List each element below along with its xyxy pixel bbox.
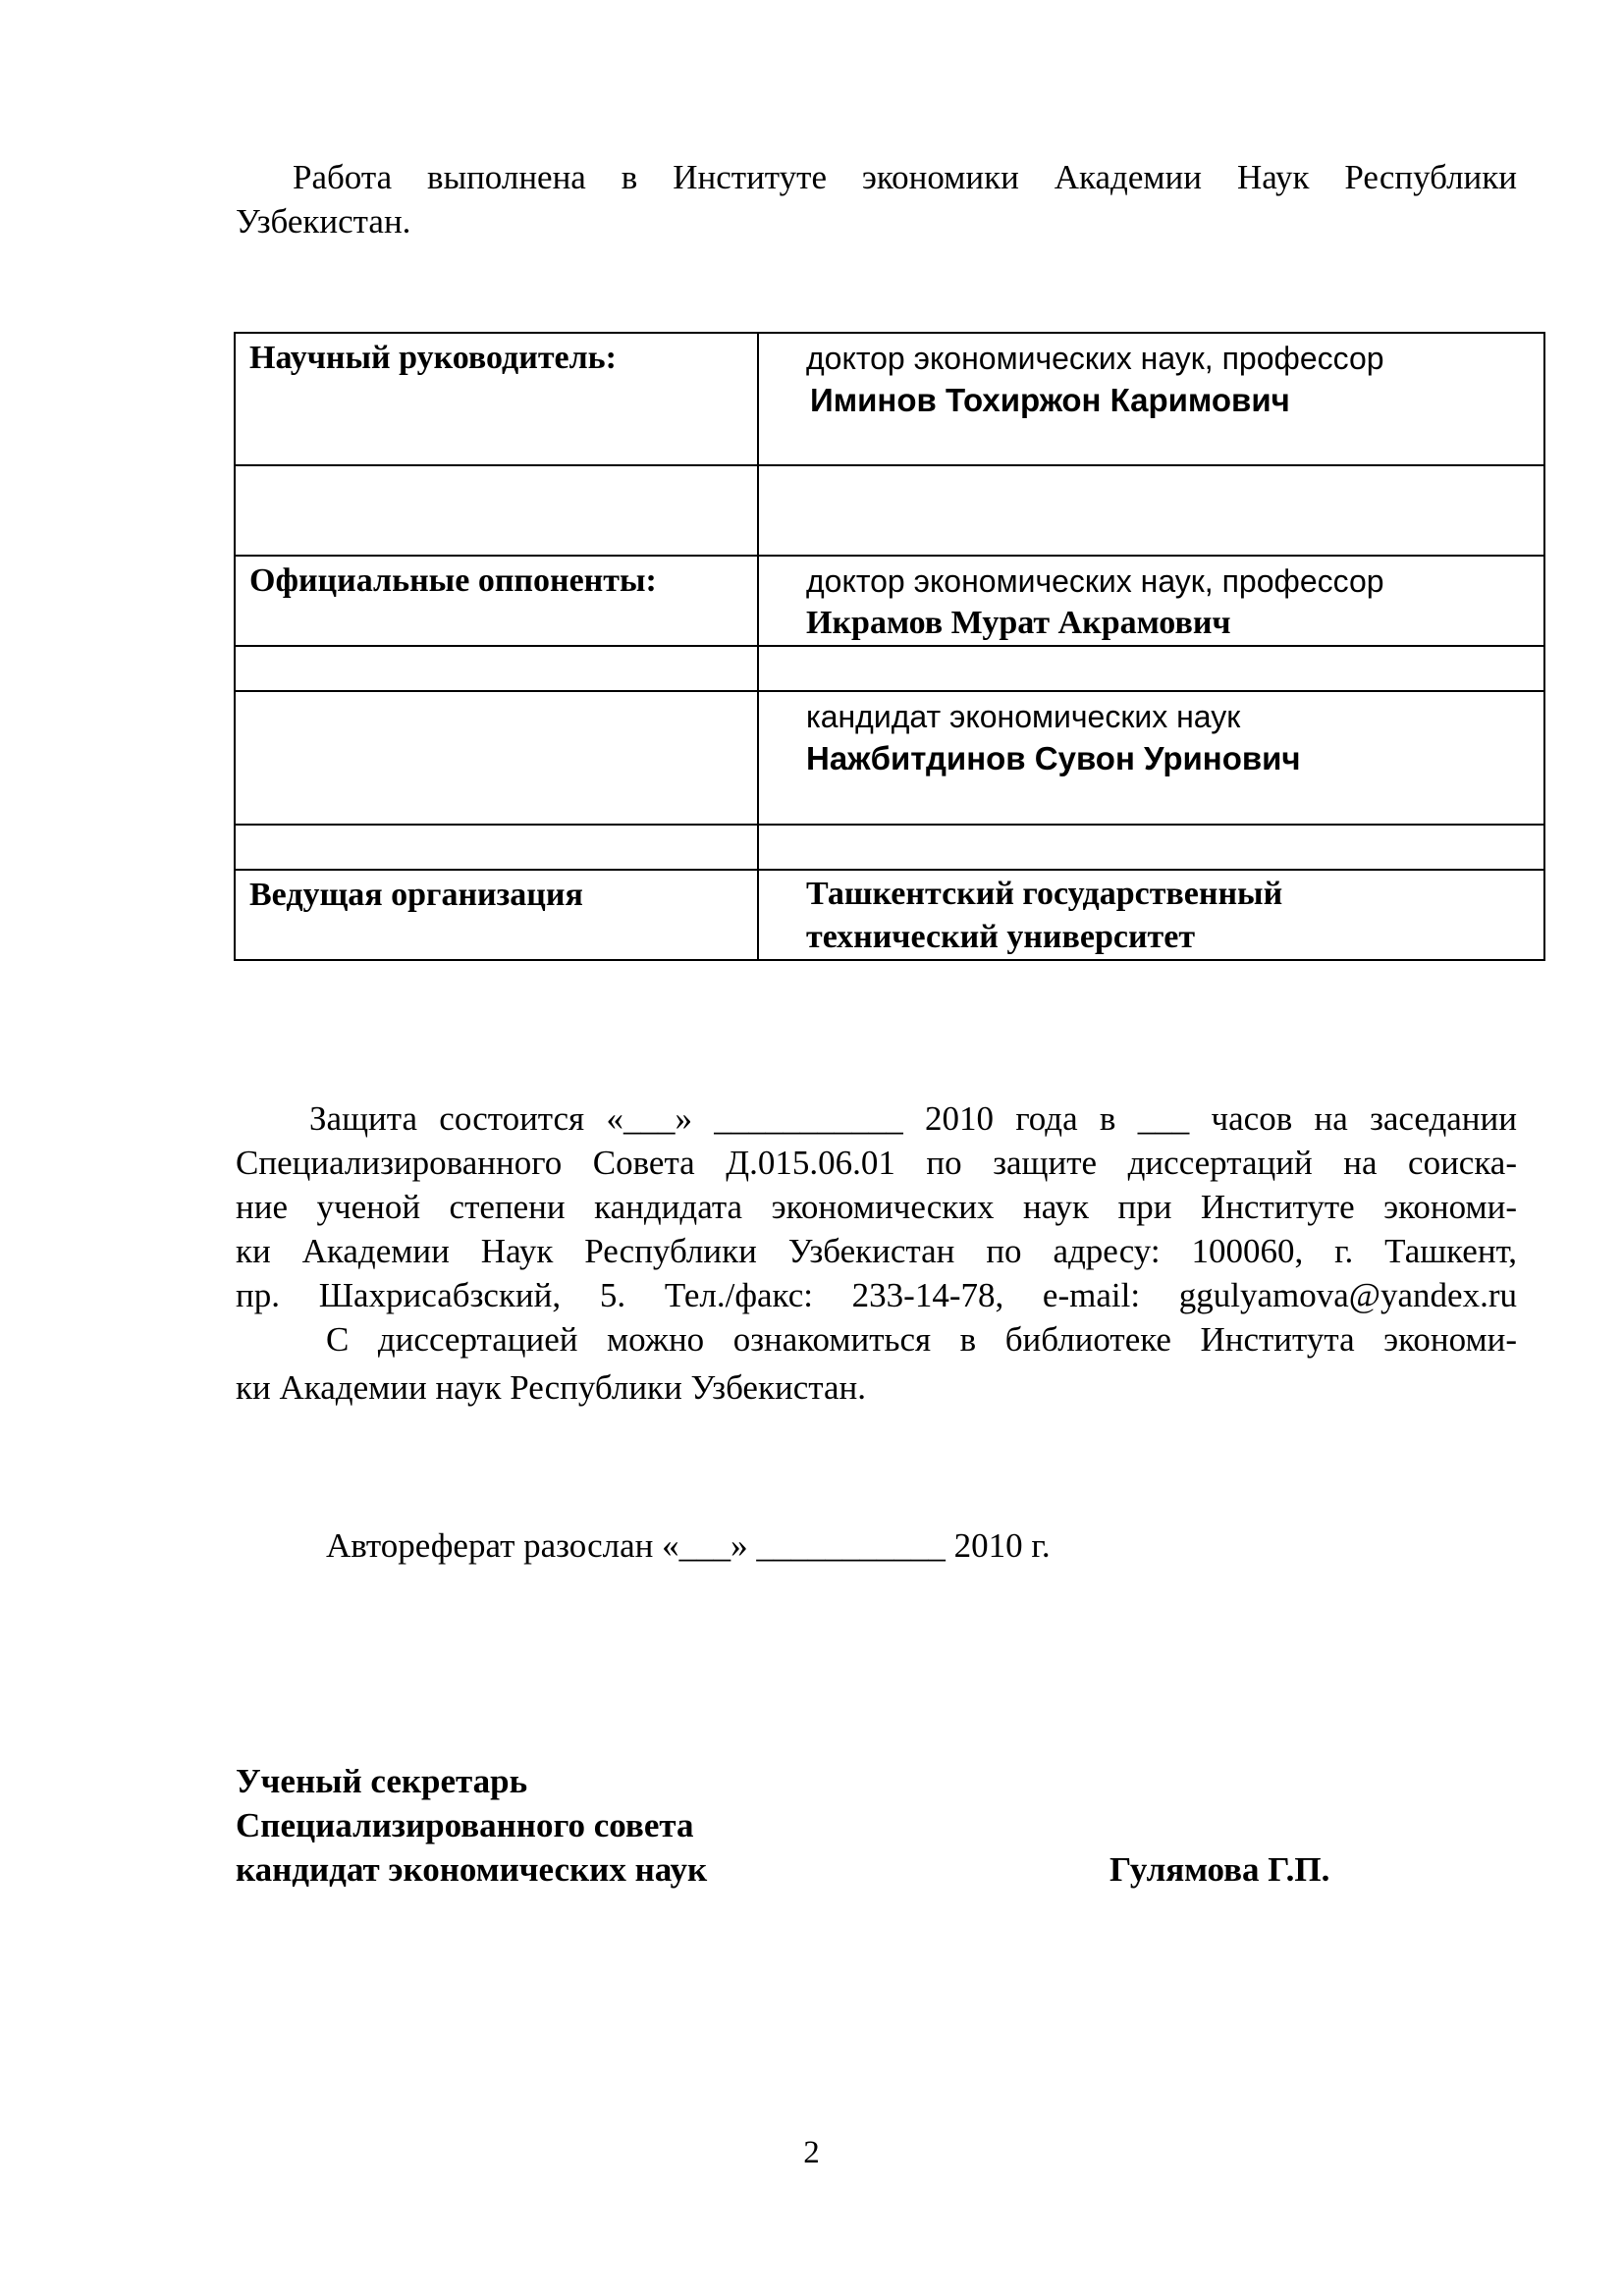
table-cell: [758, 465, 1544, 556]
intro-line: Узбекистан.: [236, 202, 411, 240]
library-line: ки Академии наук Республики Узбекистан.: [236, 1368, 866, 1407]
table-row: [235, 556, 1544, 646]
table-row: [235, 691, 1544, 825]
intro-paragraph: [236, 155, 1517, 243]
table-row: [235, 870, 1544, 960]
library-line: С диссертацией можно ознакомиться в библиотеке Института экономи-: [326, 1320, 1517, 1359]
leading-org-line: Ташкентский государственный: [806, 876, 1283, 912]
table-cell: [235, 646, 758, 691]
opponents-label: Официальные оппоненты:: [249, 562, 657, 599]
opponent1-name: Икрамов Мурат Акрамович: [806, 605, 1231, 641]
secretary-title-line: кандидат экономических наук: [236, 1850, 708, 1889]
defense-line: ки Академии Наук Республики Узбекистан по адресу: 100060, г. Ташкент,: [236, 1232, 1517, 1270]
leading-org-line: технический университет: [806, 919, 1196, 955]
supervisor-label: Научный руководитель:: [249, 340, 617, 376]
table-cell: [235, 556, 758, 646]
leading-org-label: Ведущая организация: [249, 877, 583, 913]
secretary-name: Гулямова Г.П.: [1109, 1850, 1330, 1889]
secretary-title: [236, 1759, 707, 1892]
table-row: [235, 825, 1544, 870]
defense-line: Специализированного Совета Д.015.06.01 по защите диссертаций на соиска-: [236, 1144, 1517, 1182]
committee-table: [234, 332, 1545, 961]
opponent1-degree: доктор экономических наук, профессор: [806, 563, 1384, 599]
table-cell: [758, 870, 1544, 960]
library-paragraph: [236, 1317, 1517, 1410]
page-number: 2: [803, 2135, 820, 2170]
defense-line: ние ученой степени кандидата экономических наук при Институте экономи-: [236, 1188, 1517, 1226]
defense-paragraph: [236, 1096, 1517, 1317]
opponent2-degree: кандидат экономических наук: [806, 699, 1241, 734]
mailing-date-line: Автореферат разослан «___» ___________ 2010 г.: [326, 1526, 1051, 1565]
supervisor-degree: доктор экономических наук, профессор: [806, 341, 1384, 376]
table-cell: [235, 333, 758, 465]
defense-line: Защита состоится «___» ___________ 2010 года в ___ часов на заседании: [309, 1099, 1517, 1138]
table-cell: [758, 556, 1544, 646]
table-cell: [235, 465, 758, 556]
secretary-title-line: Специализированного совета: [236, 1806, 694, 1844]
table-cell: [758, 333, 1544, 465]
supervisor-name: Иминов Тохиржон Каримович: [810, 382, 1290, 418]
table-cell: [758, 646, 1544, 691]
table-row: [235, 646, 1544, 691]
secretary-title-line: Ученый секретарь: [236, 1762, 528, 1800]
table-cell: [235, 825, 758, 870]
table-cell: [235, 870, 758, 960]
intro-line: Работа выполнена в Институте экономики Академии Наук Республики: [293, 158, 1517, 196]
table-cell: [235, 691, 758, 825]
opponent2-name: Нажбитдинов Сувон Уринович: [806, 740, 1301, 776]
table-cell: [758, 691, 1544, 825]
table-cell: [758, 825, 1544, 870]
table-row: [235, 465, 1544, 556]
table-row: [235, 333, 1544, 465]
defense-line: пр. Шахрисабзский, 5. Тел./факс: 233-14-78, e-mail: ggulyamova@yandex.ru: [236, 1276, 1517, 1314]
